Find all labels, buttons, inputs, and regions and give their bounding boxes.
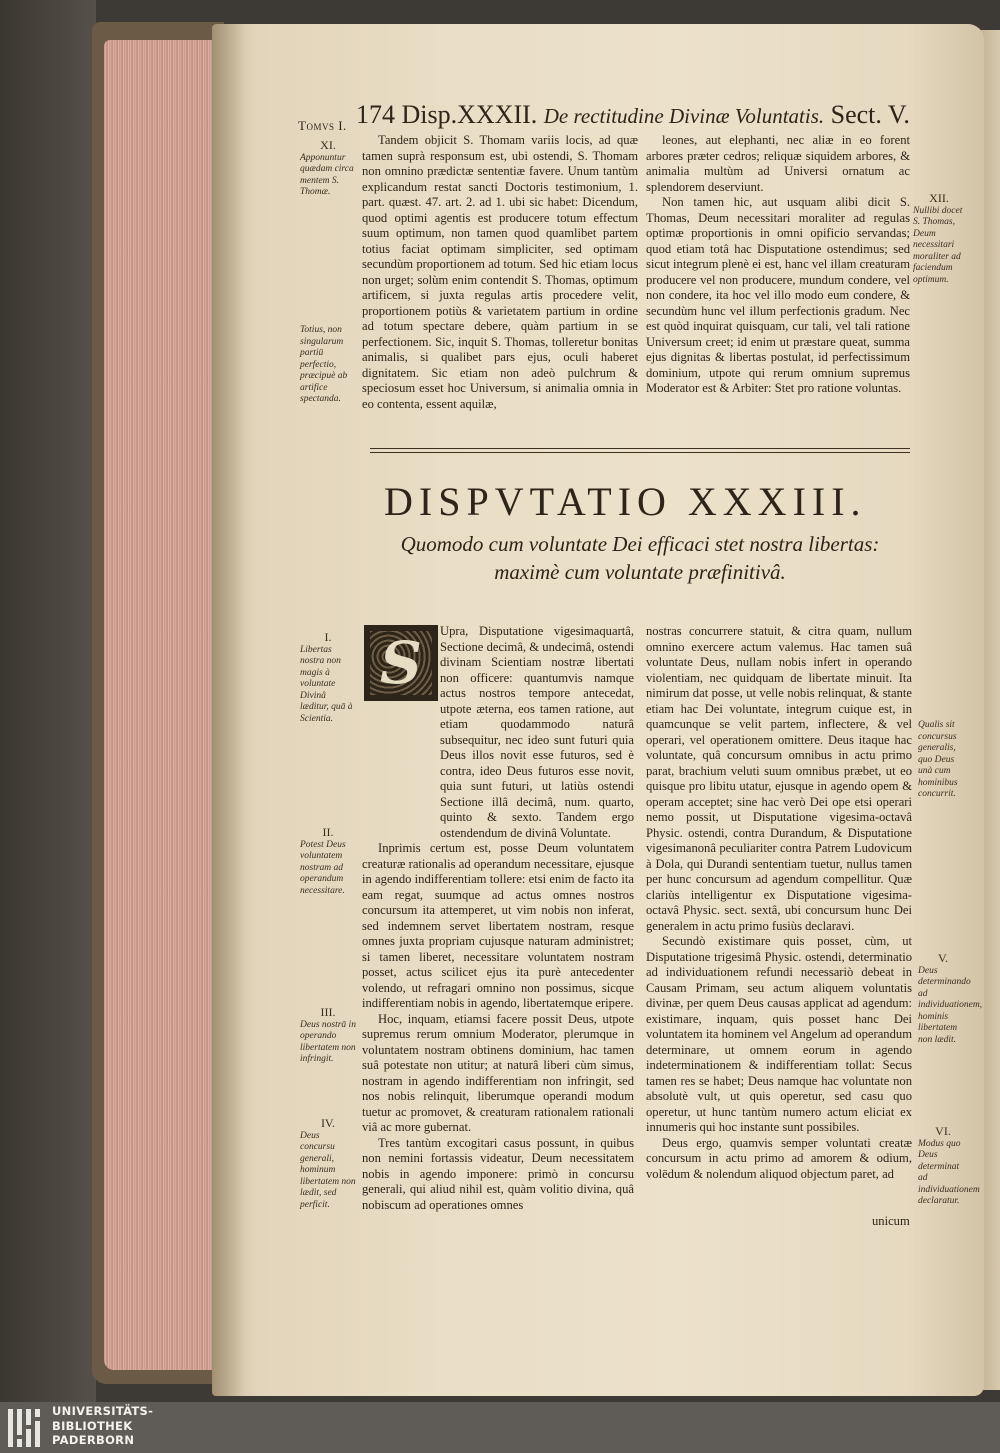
page-gutter-shadow: [212, 24, 246, 1396]
library-name-line-3: PADERBORN: [52, 1433, 135, 1447]
margin-number: XI.: [320, 138, 336, 152]
margin-text: Nullibi docet S. Thomas, Deum necessitari moraliter ad faciendum optimum.: [913, 205, 963, 285]
catchword: unicum: [872, 1214, 910, 1228]
paragraph: Tres tantùm excogitari casus possunt, in quibus non nemini fortassis videatur, Deum necessitatem nobis in agendo imponere: primò in concursu generali, qui aliud nihil est, quàm volitio divina, quâ nobiscum ad operationes omnes: [362, 1135, 634, 1212]
paragraph: nostras concurrere statuit, & citra quam, nullum omnino exercere actum valemus. Hac tamen suâ voluntate Deus, nullam nobis infert in operando violentiam, nec quidquam de libertate minuit. Ita nimirum dat posse, ut velle nobis relinquat, & stante etiam hac Dei voluntate, integrum cuique est, in quamcunque se velit partem, inflectere, & vel operari, vel operationem omittere. Deus itaque hac voluntate, quâ concursum omnibus in actu primo parat, brachium veluti suum omnibus præbet, ut eo quisque pro libitu utatur, ejusque in agendo opem & operam acceptet; sine hac verò Dei ope etsi operari nemo possit, ut Disputatione vigesima-octavâ Physic. ostendi, contra Durandum, & Disputatione vigesimanonâ peculiariter contra Patrem Ludovicum à Dola, qui Durandi sententiam tuetur, nullus tamen per hunc concursum ad agendum compellitur. Quæ clariùs intelligentur ex Disputatione vigesima-octavâ Physic. sect. sextâ, ubi concursum hunc Dei generalem in actu primo fusiùs declaravi.: [646, 624, 912, 933]
margin-text: Deus nostrā in operando libertatem non infringit.: [300, 1019, 356, 1064]
page-edges: [104, 40, 220, 1370]
running-head-disp: Disp.XXXII.: [401, 100, 538, 129]
margin-number: IV.: [320, 1116, 336, 1130]
running-head-sect: Sect. V.: [830, 100, 910, 129]
top-left-column: [362, 133, 638, 412]
paragraph: leones, aut elephanti, nec aliæ in eo forent arbores præter cedros; reliquæ siquidem arbores, & animalia multùm ad Universi ornatum ac splendorem deserviunt.: [646, 133, 910, 194]
library-name-line-2: BIBLIOTHEK: [52, 1418, 133, 1433]
running-head-title: De rectitudine Divinæ Voluntatis.: [543, 104, 825, 128]
paragraph: Hoc, inquam, etiamsi facere possit Deus, utpote supremus rerum omnium Moderator, plerumque in voluntatem nostram obtinens dominium, hac tamen suâ potestate non utitur; at naturâ liberi cùm simus, nostram in agendo indifferentiam non infringit, sed nos nobis relinquit, liberumque operandi modum tuetur ac promovet, & creaturam rationalem rationali viâ ac more gubernat.: [362, 1011, 634, 1134]
bottom-right-column: [646, 624, 912, 1182]
margin-note-vi: [918, 1124, 980, 1208]
initial-letter: S: [380, 629, 422, 697]
margin-text: Libertas nostra non magis à voluntate Divinâ læditur, quā à Scientia.: [300, 644, 353, 724]
margin-number: XII.: [929, 191, 949, 205]
library-name: [52, 1404, 153, 1448]
paragraph: Upra, Disputatione vigesimaquartâ, Sectione decimâ, & undecimâ, ostendi divinam Scientiam nostræ libertati non officere: quantumvis namque actus nostros tempore antecedat, utpote æterna, eos tamen ratione, aut etiam quodammodo naturâ subsequitur, nec ideo sunt futuri quia Deus illos novit esse futuros, sed è contra, ideo Deus futuros esse novit, quia sunt futuri, ut latiùs ostendi Sectione illâ decimâ, num. quarto, quinto & sexto. Tandem ergo ostendendum de divinâ Voluntate.: [440, 624, 634, 840]
margin-note-iii: [300, 1007, 356, 1066]
margin-text: Qualis sit concursus generalis, quo Deus unà cum hominibus concurrit.: [918, 720, 958, 799]
margin-note-ii: [300, 827, 356, 897]
running-head: [356, 100, 910, 130]
margin-note-xii: [913, 193, 965, 286]
margin-number: V.: [937, 951, 949, 965]
paragraph: Non tamen hic, aut usquam alibi dicit S. Thomas, Deum necessitari moraliter ad regulas optimæ proportionis in omni opificio servandas; quod etiam totâ hac Disputatione ostendimus; sed sicut integrum plenè ei est, hanc vel illam creaturam producere vel non producere, mundum condere, vel non condere, ita hoc vel illo modo eum condere, & secundùm hunc vel illum perfectionis gradum. Nec est quòd inquirat quisquam, cur tali, vel tali ratione Universum creet; id enim ut præstare queat, summa ejus dignitas & libertas postulat, id perfectissimum dominium, utpote qui rerum omnium supremus Moderator est & Arbiter: Stet pro ratione voluntas.: [646, 195, 910, 395]
background-shadow: [0, 0, 96, 1402]
margin-number: II.: [322, 825, 334, 839]
margin-text: Deus determinando ad individuationem, hominis libertatem non lædit.: [918, 965, 983, 1045]
margin-number: VI.: [935, 1124, 951, 1138]
page-number: 174: [356, 100, 395, 129]
margin-text: Deus concursu generali, hominum libertatem non lædit, sed perficit.: [300, 1130, 356, 1210]
margin-text: Modus quo Deus determinat ad individuationem declaratur.: [918, 1138, 980, 1206]
subtitle-line-2: maximè cum voluntate præfinitivâ.: [494, 560, 786, 584]
margin-number: I.: [324, 630, 332, 644]
running-head-tomus: Tomvs I.: [298, 118, 347, 133]
paragraph: Secundò existimare quis posset, cùm, ut Disputatione trigesimâ Physic. ostendi, determinatio ad individuationem refundi necessariò debeat in Causam Primam, seu actum aliquem voluntatis divinæ, per quem Deus causas applicat ad agendum: existimare, inquam, quis posset hanc Dei voluntatem ita hominem vel Angelum ad operandum determinare, ut omnem eorum in agendo indeterminationem & indifferentiam tollat: Secus tamen res se habet; Deus namque hac voluntate non absolutè vult, ut quis operetur, sed casu quo operetur, ut hunc tantùm numero actum eliciat ex innumeris qui hoc instante sunt possibiles.: [646, 934, 912, 1134]
margin-note-totius: [300, 325, 356, 406]
paragraph: Tandem objicit S. Thomam variis locis, ad quæ tamen suprà responsum est, ubi ostendi, S. Thomam non omnino prædictæ sententiæ favere. Unum tantùm explicandum restat sancti Doctoris testimonium, 1. part. quæst. 47. art. 2. ad 1. ubi sic habet: Dicendum, quod optimi agentis est producere totum effectum suum optimum, non tamen quod quamlibet partem totius faciat optimam simpliciter, sed optimam secundùm proportionem ad totum. Sed hic etiam locus non urget; solùm enim contendit S. Thomas, optimum artificem, si juxta regulas artis procedere velit, proportionem potiùs & varietatem partium in ordine ad totum spectare debere, quàm partium in se perfectionem. Sic, inquit S. Thomas, tolleretur bonitas animalis, si qualibet pars ejus, oculi haberet dignitatem. Sic etiam non adeò pulchrum & speciosum esset hoc Universum, si animalia omnia in eo contenta, essent aquilæ,: [362, 133, 638, 411]
margin-text: Potest Deus voluntatem nostram ad operandum necessitare.: [300, 839, 346, 896]
margin-note-v: [918, 951, 983, 1046]
margin-text: Apponuntur quædam circa mentem S. Thomæ.: [300, 152, 354, 197]
disputation-subtitle: [380, 530, 900, 586]
section-rule: [370, 448, 910, 449]
margin-note-i: [300, 632, 356, 725]
paragraph: Deus ergo, quamvis semper voluntati creatæ concursum in actu primo ad amorem & odium, volēdum & nolendum aliquod objectum paret, ad: [646, 1135, 912, 1181]
library-name-line-1: UNIVERSITÄTS-: [52, 1404, 154, 1418]
bottom-left-column: [362, 624, 634, 1213]
margin-note-iv: [300, 1118, 356, 1211]
library-logo-icon: [8, 1409, 42, 1447]
subtitle-line-1: Quomodo cum voluntate Dei efficaci stet nostra libertas:: [400, 532, 880, 556]
margin-text: Totius, non singularum partiū perfectio, præcipuè ab artifice spectanda.: [300, 325, 348, 404]
margin-note-qualis: [918, 720, 968, 801]
margin-number: III.: [320, 1005, 336, 1019]
paragraph: Inprimis certum est, posse Deum voluntatem creaturæ rationalis ad operandum necessitare, ejusque in agendo indifferentiam tollere: etsi enim de facto ita eam regat, suumque ad actus omnes nostros concursum ita attemperet, ut vim nobis non inferat, sed indemnem servet libertatem nostram, resque omnes juxta propriam cujusque naturam administret; si tamen liberet, necessitare voluntatem nostram posset, actus scilicet ejus ita purè antecedenter volendo, ut refragari omnino non possimus, sicque indifferentiam nobis in agendo, libertatemque eripere.: [362, 841, 634, 1010]
disputation-title: DISPVTATIO XXXIII.: [384, 479, 867, 524]
section-rule-thin: [370, 452, 910, 453]
margin-note-xi: [300, 140, 356, 199]
top-right-column: [646, 133, 910, 397]
